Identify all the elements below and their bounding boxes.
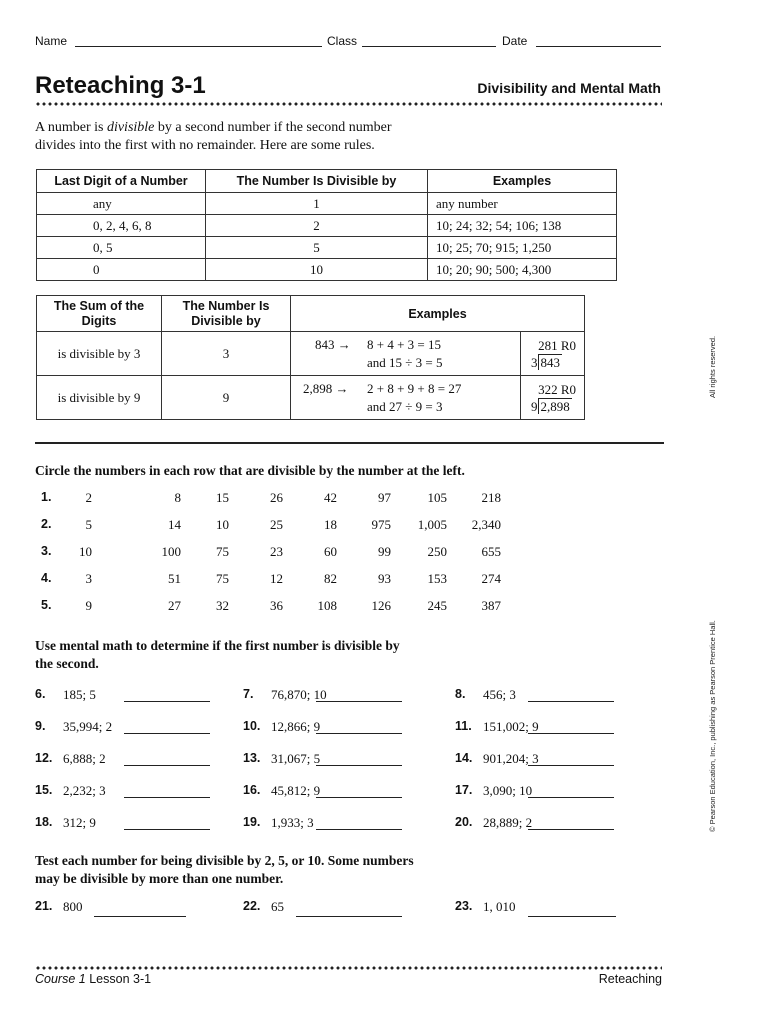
table1-header: The Number Is Divisible by <box>206 170 428 193</box>
intro-text: A number is divisible by a second number if the second number divides into the first with no remainder. Here are some rules. <box>35 120 392 153</box>
question-number: 19. <box>243 815 261 829</box>
class-label: Class <box>327 34 358 48</box>
answer-blank[interactable] <box>528 732 614 734</box>
question-text: 312; 9 <box>63 815 96 830</box>
row-number: 5. <box>41 598 52 612</box>
question-text: 800 <box>63 899 83 914</box>
answer-blank[interactable] <box>528 828 614 830</box>
table-row: 0, 2, 4, 6, 8 2 10; 24; 32; 54; 106; 138 <box>37 215 617 237</box>
question-text: 28,889; 2 <box>483 815 533 830</box>
answer-blank[interactable] <box>124 796 210 798</box>
header-dotted-rule <box>35 102 662 106</box>
row-number: 2. <box>41 517 52 531</box>
answer-blank[interactable] <box>528 764 614 766</box>
question-number: 8. <box>455 687 466 701</box>
answer-blank[interactable] <box>528 700 614 702</box>
circle-candidate-number[interactable]: 18 <box>324 517 337 532</box>
table-row: any 1 any number <box>37 193 617 215</box>
question-text: 31,067; 5 <box>271 751 321 766</box>
row-number: 4. <box>41 571 52 585</box>
circle-candidate-number[interactable]: 218 <box>481 490 501 505</box>
question-number: 6. <box>35 687 46 701</box>
name-field[interactable] <box>75 46 322 47</box>
question-text: 901,204; 3 <box>483 751 539 766</box>
question-text: 151,002; 9 <box>483 719 539 734</box>
page-title: Reteaching 3-1 <box>35 72 206 99</box>
circle-candidate-number[interactable]: 15 <box>216 490 229 505</box>
circle-candidate-number[interactable]: 60 <box>324 544 337 559</box>
circle-candidate-number[interactable]: 655 <box>481 544 501 559</box>
circle-candidate-number[interactable]: 10 <box>216 517 229 532</box>
question-number: 20. <box>455 815 473 829</box>
row-number: 1. <box>41 490 52 504</box>
circle-candidate-number[interactable]: 25 <box>270 517 283 532</box>
circle-candidate-number[interactable]: 51 <box>168 571 181 586</box>
table-row: is divisible by 9 9 2,898 → 2 + 8 + 9 + 8 = 27 and 27 ÷ 9 = 3 322 R0 9 2,898 <box>37 376 585 420</box>
row-divisor: 3 <box>85 571 92 586</box>
table2-header: The Number Is Divisible by <box>162 296 291 332</box>
digit-sum-rules-table <box>36 295 585 420</box>
question-number: 21. <box>35 899 53 913</box>
question-text: 456; 3 <box>483 687 516 702</box>
circle-candidate-number[interactable]: 12 <box>270 571 283 586</box>
question-text: 1,933; 3 <box>271 815 314 830</box>
circle-candidate-number[interactable]: 274 <box>481 571 501 586</box>
circle-candidate-number[interactable]: 82 <box>324 571 337 586</box>
question-text: 65 <box>271 899 284 914</box>
circle-candidate-number[interactable]: 975 <box>371 517 391 532</box>
table2-header: Examples <box>291 296 585 332</box>
question-number: 17. <box>455 783 473 797</box>
circle-candidate-number[interactable]: 100 <box>161 544 181 559</box>
question-text: 12,866; 9 <box>271 719 321 734</box>
question-text: 1, 010 <box>483 899 516 914</box>
question-text: 45,812; 9 <box>271 783 321 798</box>
section1-instruction: Circle the numbers in each row that are divisible by the number at the left. <box>35 463 465 478</box>
circle-candidate-number[interactable]: 27 <box>168 598 181 613</box>
circle-candidate-number[interactable]: 23 <box>270 544 283 559</box>
question-text: 185; 5 <box>63 687 96 702</box>
circle-candidate-number[interactable]: 36 <box>270 598 283 613</box>
table1-header: Examples <box>428 170 617 193</box>
circle-candidate-number[interactable]: 126 <box>371 598 391 613</box>
answer-blank[interactable] <box>124 732 210 734</box>
table-row: 0, 5 5 10; 25; 70; 915; 1,250 <box>37 237 617 259</box>
circle-candidate-number[interactable]: 14 <box>168 517 181 532</box>
answer-blank[interactable] <box>316 796 402 798</box>
answer-blank[interactable] <box>316 700 402 702</box>
question-text: 3,090; 10 <box>483 783 533 798</box>
footer-section: Reteaching <box>598 972 662 986</box>
answer-blank[interactable] <box>296 915 402 917</box>
question-number: 16. <box>243 783 261 797</box>
circle-candidate-number[interactable]: 8 <box>174 490 181 505</box>
table1-header: Last Digit of a Number <box>37 170 206 193</box>
row-divisor: 5 <box>85 517 92 532</box>
table2-header: The Sum of the Digits <box>37 296 162 332</box>
question-number: 22. <box>243 899 261 913</box>
row-divisor: 2 <box>85 490 92 505</box>
question-number: 14. <box>455 751 473 765</box>
circle-candidate-number[interactable]: 32 <box>216 598 229 613</box>
page-subtitle: Divisibility and Mental Math <box>477 80 661 96</box>
row-number: 3. <box>41 544 52 558</box>
answer-blank[interactable] <box>316 732 402 734</box>
circle-candidate-number[interactable]: 250 <box>427 544 447 559</box>
circle-candidate-number[interactable]: 153 <box>427 571 447 586</box>
answer-blank[interactable] <box>528 915 616 917</box>
circle-candidate-number[interactable]: 75 <box>216 544 229 559</box>
copyright-notice: © Pearson Education, Inc., publishing as Pearson Prentice Hall. <box>708 620 717 832</box>
answer-blank[interactable] <box>94 915 186 917</box>
footer-lesson: Course 1 Lesson 3-1 <box>35 972 152 986</box>
long-division-example: 281 R0 3 843 <box>521 332 585 376</box>
rights-notice: All rights reserved. <box>708 335 717 398</box>
question-number: 7. <box>243 687 254 701</box>
circle-candidate-number[interactable]: 99 <box>378 544 391 559</box>
question-text: 35,994; 2 <box>63 719 113 734</box>
circle-candidate-number[interactable]: 42 <box>324 490 337 505</box>
circle-candidate-number[interactable]: 1,005 <box>417 517 447 532</box>
footer-dotted-rule <box>35 966 662 970</box>
section-divider <box>35 442 664 444</box>
question-number: 23. <box>455 899 473 913</box>
circle-candidate-number[interactable]: 2,340 <box>471 517 501 532</box>
answer-blank[interactable] <box>124 700 210 702</box>
circle-candidate-number[interactable]: 105 <box>427 490 447 505</box>
last-digit-rules-table <box>36 169 617 281</box>
answer-blank[interactable] <box>316 828 402 830</box>
table-row: is divisible by 3 3 843 → 8 + 4 + 3 = 15 and 15 ÷ 3 = 5 281 R0 3 843 <box>37 332 585 376</box>
circle-candidate-number[interactable]: 245 <box>427 598 447 613</box>
circle-candidate-number[interactable]: 108 <box>317 598 337 613</box>
section2-instruction: Use mental math to determine if the first number is divisible by the second. <box>35 638 400 671</box>
question-number: 11. <box>455 719 472 733</box>
date-field[interactable] <box>536 46 661 47</box>
question-number: 13. <box>243 751 261 765</box>
row-divisor: 9 <box>85 598 92 613</box>
question-number: 12. <box>35 751 53 765</box>
answer-blank[interactable] <box>528 796 614 798</box>
date-label: Date <box>502 34 528 48</box>
class-field[interactable] <box>362 46 496 47</box>
section3-instruction: Test each number for being divisible by 2, 5, or 10. Some numbers may be divisible by more than one number. <box>35 853 414 886</box>
question-number: 18. <box>35 815 53 829</box>
answer-blank[interactable] <box>316 764 402 766</box>
circle-candidate-number[interactable]: 26 <box>270 490 283 505</box>
circle-candidate-number[interactable]: 75 <box>216 571 229 586</box>
circle-candidate-number[interactable]: 387 <box>481 598 501 613</box>
question-text: 2,232; 3 <box>63 783 106 798</box>
question-text: 6,888; 2 <box>63 751 106 766</box>
row-divisor: 10 <box>79 544 92 559</box>
question-number: 9. <box>35 719 46 733</box>
answer-blank[interactable] <box>124 828 210 830</box>
table-row: 0 10 10; 20; 90; 500; 4,300 <box>37 259 617 281</box>
question-number: 15. <box>35 783 53 797</box>
question-number: 10. <box>243 719 261 733</box>
circle-candidate-number[interactable]: 93 <box>378 571 391 586</box>
answer-blank[interactable] <box>124 764 210 766</box>
question-text: 76,870; 10 <box>271 687 327 702</box>
long-division-example: 322 R0 9 2,898 <box>521 376 585 420</box>
circle-candidate-number[interactable]: 97 <box>378 490 391 505</box>
name-label: Name <box>35 34 68 48</box>
